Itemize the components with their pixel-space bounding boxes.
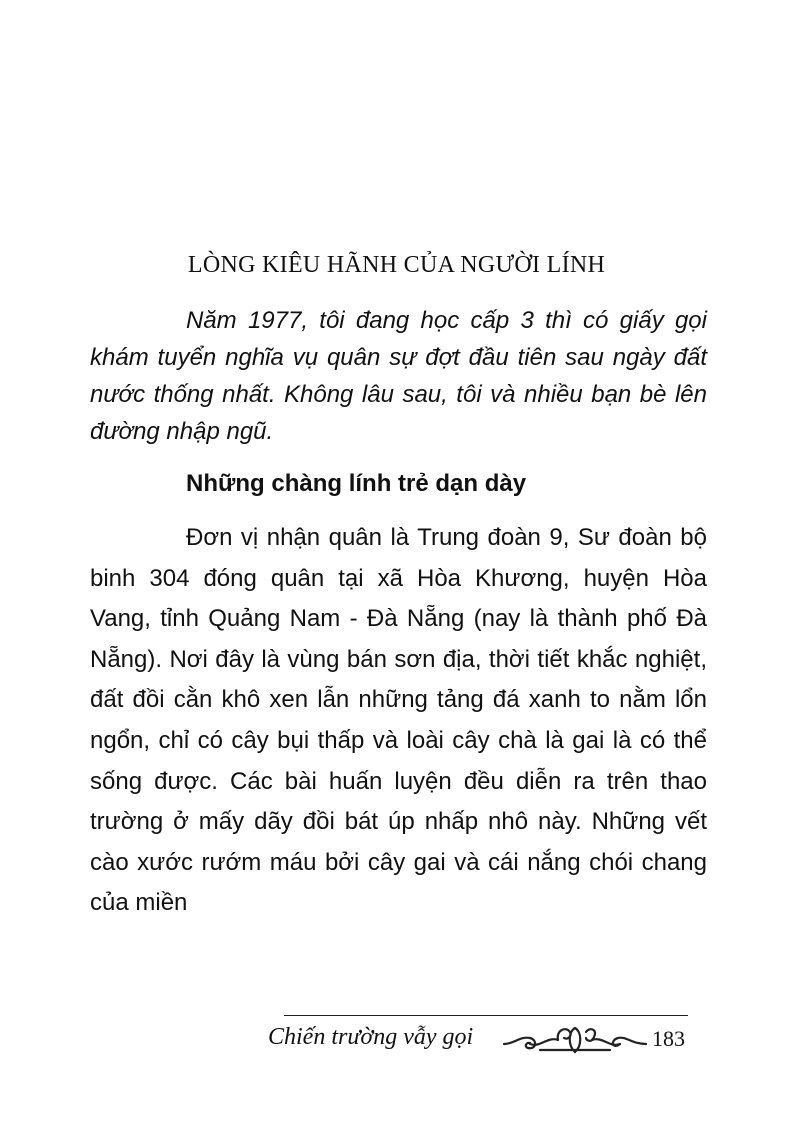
intro-text: Năm 1977, tôi đang học cấp 3 thì có giấy gọi khám tuyển nghĩa vụ quân sự đợt đầu tiên sau ngày đất nước thống nhất. Không lâu sau, tôi và nhiều bạn bè lên đường nhập ngũ. — [90, 307, 707, 445]
footer-divider — [284, 1015, 688, 1016]
body-text — [90, 518, 707, 924]
page-footer — [268, 1022, 708, 1062]
footer-book-title: Chiến trường vẫy gọi — [268, 1024, 474, 1050]
intro-paragraph — [90, 302, 707, 450]
section-heading: Những chàng lính trẻ dạn dày — [186, 470, 527, 497]
body-paragraph: Đơn vị nhận quân là Trung đoàn 9, Sư đoàn bộ binh 304 đóng quân tại xã Hòa Khương, huyện Hòa Vang, tỉnh Quảng Nam - Đà Nẵng (nay là thành phố Đà Nẵng). Nơi đây là vùng bán sơn địa, thời tiết khắc nghiệt, đất đồi cằn khô xen lẫn những tảng đá xanh to nằm lổn ngổn, chỉ có cây bụi thấp và loài cây chà là gai là có thể sống được. Các bài huấn luyện đều diễn ra trên thao trường ở mấy dãy đồi bát úp nhấp nhô này. Những vết cào xước rướm máu bởi cây gai và cái nắng chói chang của miền — [90, 524, 707, 917]
chapter-title: LÒNG KIÊU HÃNH CỦA NGƯỜI LÍNH — [187, 252, 606, 278]
scroll-ornament-icon — [500, 1022, 650, 1058]
page-number: 183 — [652, 1026, 685, 1051]
